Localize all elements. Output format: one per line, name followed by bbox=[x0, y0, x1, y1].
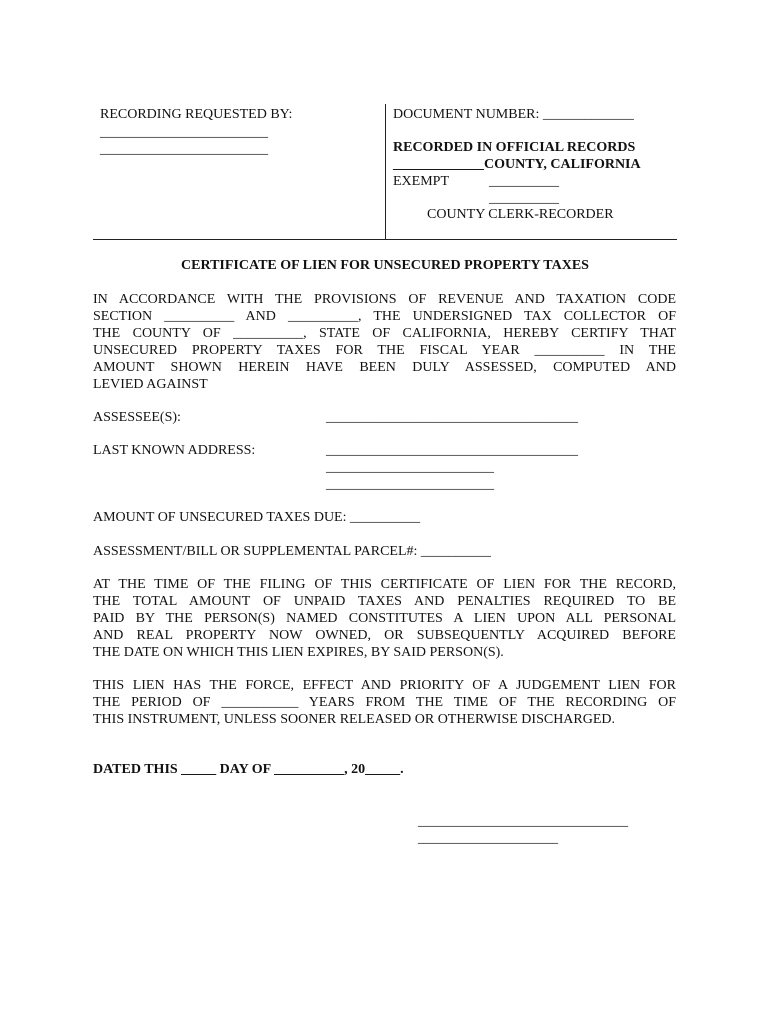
exempt-blank-2: __________ bbox=[489, 191, 559, 206]
header-divider-vertical bbox=[385, 104, 386, 239]
header-divider-horizontal bbox=[93, 239, 677, 240]
certification-paragraph bbox=[93, 291, 676, 393]
paragraph-line: PAID BY THE PERSON(S) NAMED CONSTITUTES A LIEN UPON ALL PERSONAL bbox=[93, 611, 676, 626]
paragraph-line: THE DATE ON WHICH THIS LIEN EXPIRES, BY SAID PERSON(S). bbox=[93, 645, 504, 660]
paragraph-line: LEVIED AGAINST bbox=[93, 377, 208, 392]
address-label: LAST KNOWN ADDRESS: bbox=[93, 443, 256, 458]
paragraph-line: AND REAL PROPERTY NOW OWNED, OR SUBSEQUENTLY ACQUIRED BEFORE bbox=[93, 628, 676, 643]
assessee-label: ASSESSEE(S): bbox=[93, 410, 181, 425]
force-effect-paragraph bbox=[93, 677, 676, 728]
requested-by-blank-2: ________________________ bbox=[100, 142, 268, 157]
lien-paragraph bbox=[93, 576, 676, 661]
recording-requested-by: RECORDING REQUESTED BY: bbox=[100, 107, 293, 122]
paragraph-line: IN ACCORDANCE WITH THE PROVISIONS OF REVENUE AND TAXATION CODE bbox=[93, 292, 676, 307]
signature-line-1: ______________________________ bbox=[418, 814, 628, 829]
assessee-blank: ____________________________________ bbox=[326, 410, 578, 425]
address-blank-2: ________________________ bbox=[326, 460, 494, 475]
address-blank-1: ____________________________________ bbox=[326, 443, 578, 458]
paragraph-line: SECTION __________ AND __________, THE UNDERSIGNED TAX COLLECTOR OF bbox=[93, 309, 676, 324]
paragraph-line: THIS LIEN HAS THE FORCE, EFFECT AND PRIORITY OF A JUDGEMENT LIEN FOR bbox=[93, 678, 676, 693]
amount-due: AMOUNT OF UNSECURED TAXES DUE: __________ bbox=[93, 510, 420, 525]
paragraph-line: AMOUNT SHOWN HEREIN HAVE BEEN DULY ASSESSED, COMPUTED AND bbox=[93, 360, 676, 375]
requested-by-blank-1: ________________________ bbox=[100, 125, 268, 140]
signature-line-2: ____________________ bbox=[418, 831, 558, 846]
recorded-county: _____________COUNTY, CALIFORNIA bbox=[393, 157, 641, 172]
paragraph-line: AT THE TIME OF THE FILING OF THIS CERTIFICATE OF LIEN FOR THE RECORD, bbox=[93, 577, 676, 592]
county-clerk-recorder: COUNTY CLERK-RECORDER bbox=[427, 207, 614, 222]
paragraph-line: THIS INSTRUMENT, UNLESS SOONER RELEASED OR OTHERWISE DISCHARGED. bbox=[93, 712, 616, 727]
address-blank-3: ________________________ bbox=[326, 477, 494, 492]
exempt-blank-1: __________ bbox=[489, 174, 559, 189]
document-title: CERTIFICATE OF LIEN FOR UNSECURED PROPERTY TAXES bbox=[181, 258, 589, 273]
paragraph-line: UNSECURED PROPERTY TAXES FOR THE FISCAL YEAR __________ IN THE bbox=[93, 343, 676, 358]
recorded-official-records: RECORDED IN OFFICIAL RECORDS bbox=[393, 140, 636, 155]
paragraph-line: THE PERIOD OF ___________ YEARS FROM THE TIME OF THE RECORDING OF bbox=[93, 695, 676, 710]
dated-line: DATED THIS _____ DAY OF __________, 20_____. bbox=[93, 762, 404, 777]
paragraph-line: THE TOTAL AMOUNT OF UNPAID TAXES AND PENALTIES REQUIRED TO BE bbox=[93, 594, 676, 609]
paragraph-line: THE COUNTY OF __________, STATE OF CALIFORNIA, HEREBY CERTIFY THAT bbox=[93, 326, 676, 341]
parcel-number: ASSESSMENT/BILL OR SUPPLEMENTAL PARCEL#: __________ bbox=[93, 544, 491, 559]
document-number: DOCUMENT NUMBER: _____________ bbox=[393, 107, 634, 122]
exempt-label: EXEMPT bbox=[393, 174, 449, 189]
